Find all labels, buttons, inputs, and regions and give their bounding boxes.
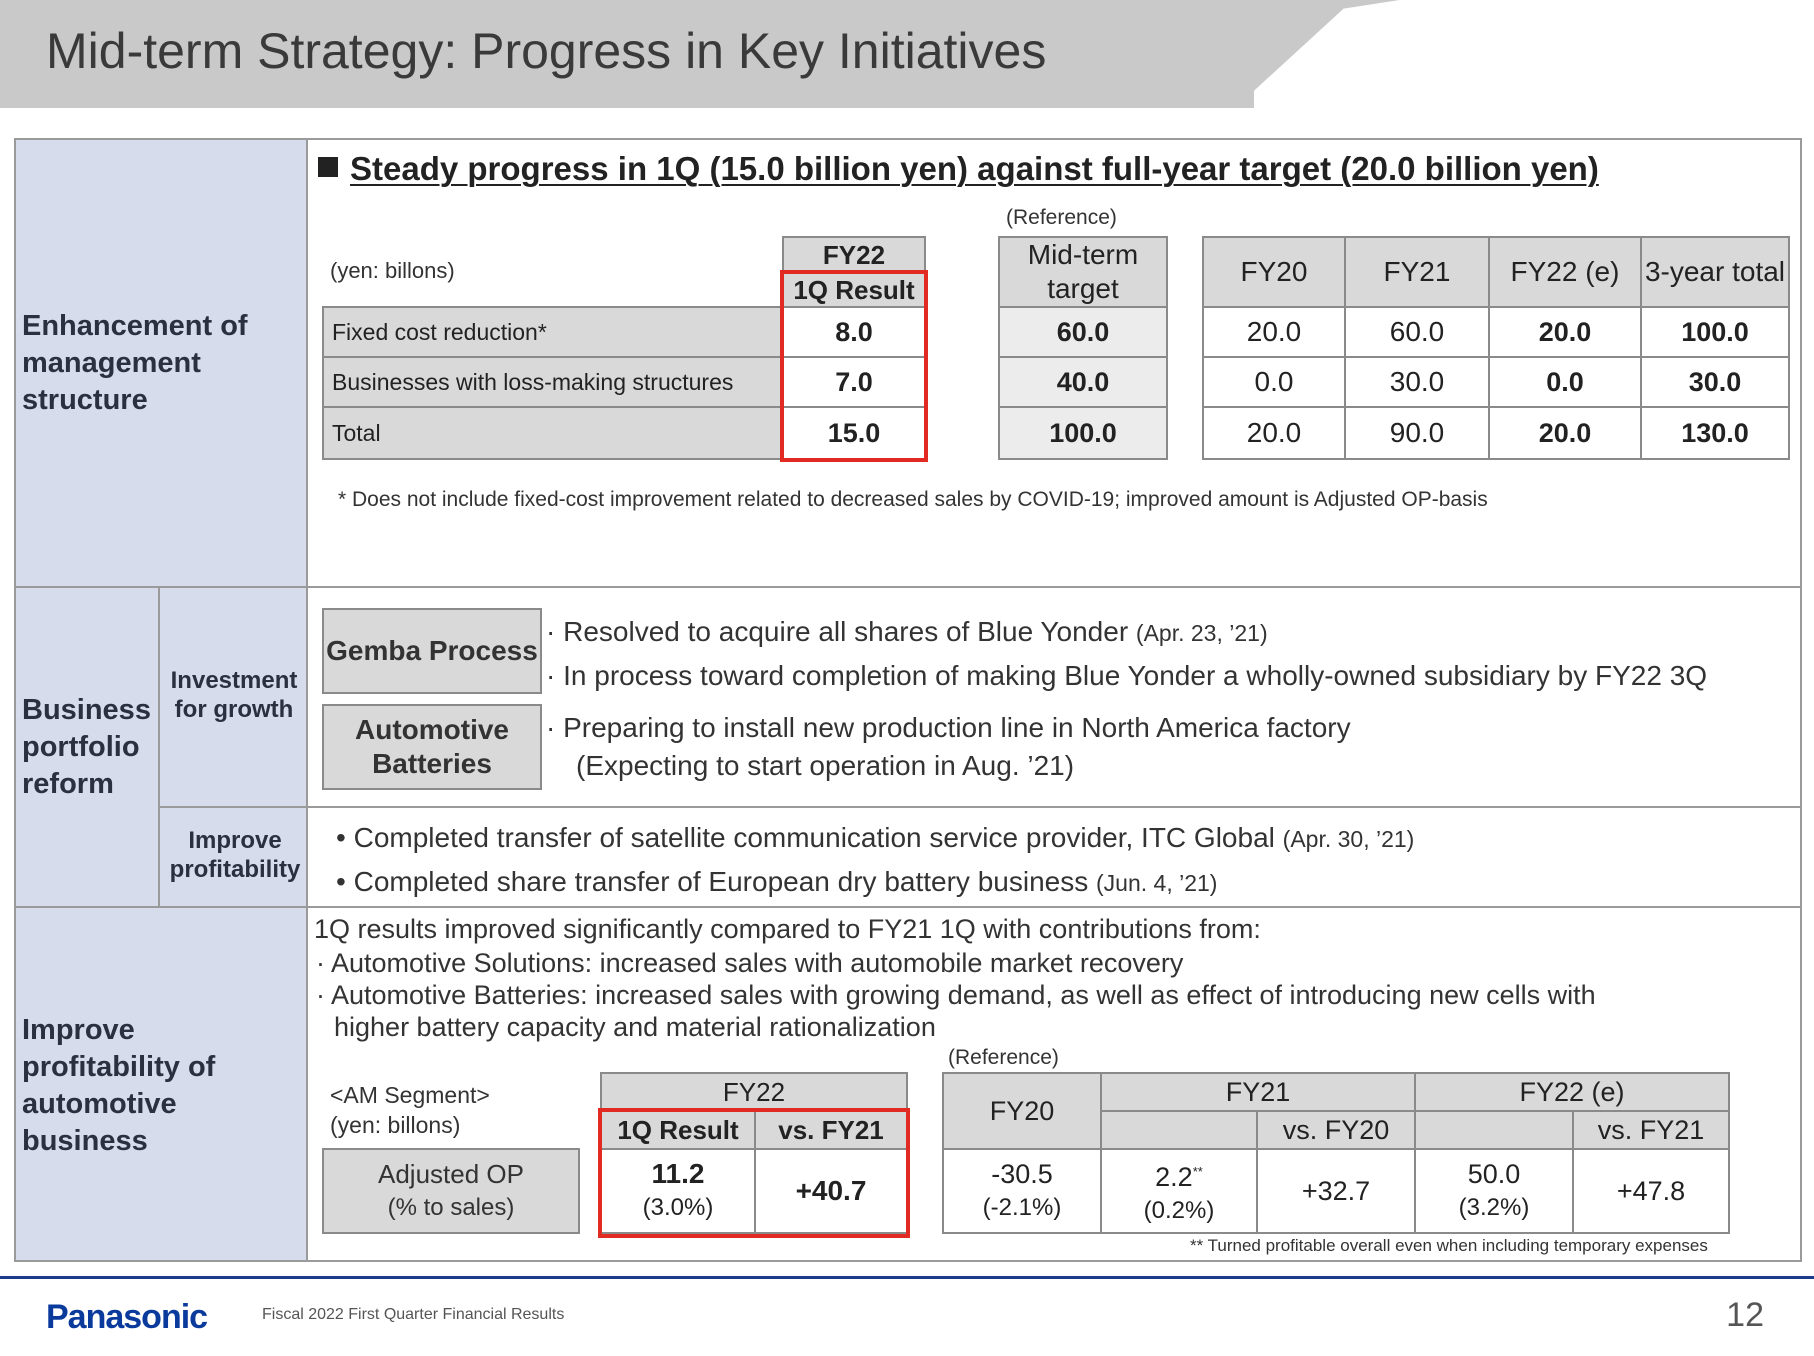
page-title: Mid-term Strategy: Progress in Key Initiatives [46, 23, 1047, 79]
q1-result-header: 1Q Result [600, 1110, 756, 1150]
col-header: FY22 (e) [1488, 236, 1642, 308]
label-enhancement: Enhancement of management structure [22, 310, 248, 416]
label-investment-growth: Investment for growth [170, 667, 298, 723]
row-label: Businesses with loss-making structures [322, 356, 784, 408]
total-value: 30.0 [1640, 356, 1790, 408]
bullet-text: • Completed share transfer of European dry battery business (Jun. 4, ’21) [336, 866, 1218, 897]
q1-value: 7.0 [782, 356, 926, 408]
fy21-value: 90.0 [1344, 406, 1490, 460]
bullet-text: · Resolved to acquire all shares of Blue Yonder (Apr. 23, ’21) [546, 616, 1268, 647]
fy22e-value: 20.0 [1488, 306, 1642, 358]
fy20-header: FY20 [942, 1072, 1102, 1150]
target-value: 60.0 [998, 306, 1168, 358]
gemba-process-box: Gemba Process [322, 608, 542, 694]
divider [14, 586, 1802, 588]
fy21-header: FY21 [1100, 1072, 1416, 1112]
fy21-value: 60.0 [1344, 306, 1490, 358]
header-blank [1414, 1110, 1574, 1150]
label-automotive: Improve profitability of automotive business [22, 1014, 216, 1157]
fy20-value: 20.0 [1202, 306, 1346, 358]
fy22e-value: 0.0 [1488, 356, 1642, 408]
fy22e-header: FY22 (e) [1414, 1072, 1730, 1112]
fy20-value: 0.0 [1202, 356, 1346, 408]
bullet-text: higher battery capacity and material rationalization [334, 1012, 936, 1042]
total-value: 100.0 [1640, 306, 1790, 358]
fy21-value: 30.0 [1344, 356, 1490, 408]
q1-result-header: 1Q Result [782, 272, 926, 308]
fy22-header: FY22 [600, 1072, 908, 1112]
page-number: 12 [1726, 1296, 1764, 1334]
divider [14, 906, 1802, 908]
unit-label: (yen: billons) [330, 1112, 461, 1138]
total-value: 130.0 [1640, 406, 1790, 460]
midterm-header: Mid-term target [998, 236, 1168, 308]
fy21-vs-value: +32.7 [1256, 1148, 1416, 1234]
header-decoration [1254, 0, 1814, 108]
fy21-value: 2.2** (0.2%) [1100, 1148, 1258, 1234]
bullet-text: · In process toward completion of making Blue Yonder a wholly-owned subsidiary by FY22 3Q [546, 660, 1708, 691]
square-bullet-icon [318, 157, 338, 177]
vs-fy21-header: vs. FY21 [1572, 1110, 1730, 1150]
bullet-text: · Automotive Solutions: increased sales with automobile market recovery [316, 948, 1184, 978]
header-blank [1100, 1110, 1258, 1150]
adjusted-op-label: Adjusted OP (% to sales) [322, 1148, 580, 1234]
fy22e-vs-value: +47.8 [1572, 1148, 1730, 1234]
q1-value: 15.0 [782, 406, 926, 460]
footer-text: Fiscal 2022 First Quarter Financial Results [262, 1306, 565, 1323]
bullet-text: (Expecting to start operation in Aug. ’21) [576, 750, 1075, 781]
vs-fy20-header: vs. FY20 [1256, 1110, 1416, 1150]
highlight-box [598, 1108, 910, 1238]
divider [158, 806, 1802, 808]
highlight-box [780, 270, 928, 462]
intro-text: 1Q results improved significantly compared to FY21 1Q with contributions from: [314, 914, 1261, 944]
fy22e-value: 20.0 [1488, 406, 1642, 460]
footnote: ** Turned profitable overall even when including temporary expenses [1190, 1236, 1708, 1255]
unit-label: (yen: billons) [330, 258, 455, 283]
label-business-portfolio: Business portfolio reform [22, 694, 151, 800]
reference-label: (Reference) [948, 1046, 1059, 1069]
row-label: Fixed cost reduction* [322, 306, 784, 358]
vs-fy21-header: vs. FY21 [754, 1110, 908, 1150]
bullet-text: • Completed transfer of satellite communication service provider, ITC Global (Apr. 30, ’21) [336, 822, 1415, 853]
divider [158, 586, 160, 906]
target-value: 40.0 [998, 356, 1168, 408]
fy20-value: 20.0 [1202, 406, 1346, 460]
panasonic-logo: Panasonic [46, 1298, 208, 1336]
reference-label: (Reference) [1006, 206, 1117, 229]
section-title: Steady progress in 1Q (15.0 billion yen) against full-year target (20.0 billion yen) [318, 150, 1599, 188]
fy22-header: FY22 [782, 236, 926, 274]
q1-value: 8.0 [782, 306, 926, 358]
segment-label: <AM Segment> [330, 1082, 490, 1108]
q1-value: 11.2 (3.0%) [600, 1148, 756, 1234]
q1-vs-value: +40.7 [754, 1148, 908, 1234]
footer-line [0, 1276, 1814, 1279]
col-header: FY20 [1202, 236, 1346, 308]
col-header: 3-year total [1640, 236, 1790, 308]
bullet-text: · Automotive Batteries: increased sales with growing demand, as well as effect of introducing new cells with [316, 980, 1596, 1010]
target-value: 100.0 [998, 406, 1168, 460]
fy22e-value: 50.0 (3.2%) [1414, 1148, 1574, 1234]
col-header: FY21 [1344, 236, 1490, 308]
label-improve-profitability: Improve profitability [169, 827, 301, 883]
footnote: * Does not include fixed-cost improvement related to decreased sales by COVID-19; improved amount is Adjusted OP-basis [338, 488, 1488, 511]
row-label: Total [322, 406, 784, 460]
fy20-value: -30.5 (-2.1%) [942, 1148, 1102, 1234]
bullet-text: · Preparing to install new production line in North America factory [546, 712, 1351, 743]
automotive-batteries-box: Automotive Batteries [322, 704, 542, 790]
